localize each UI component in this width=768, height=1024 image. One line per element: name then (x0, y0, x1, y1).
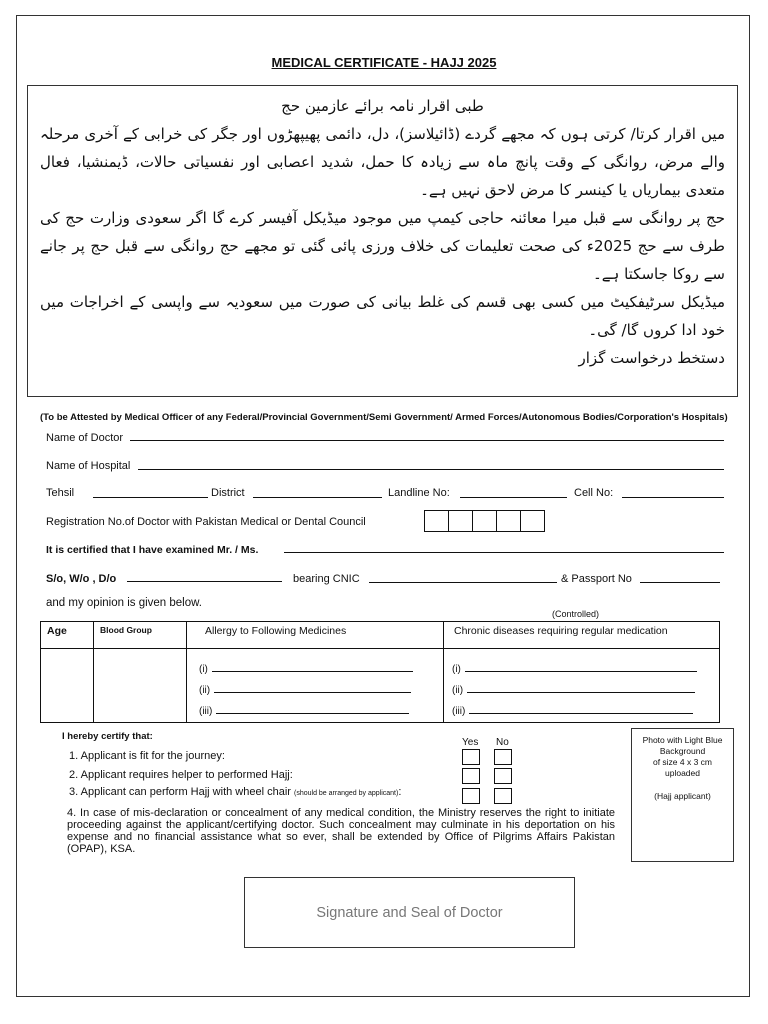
urdu-para-3: میڈیکل سرٹیفکیٹ میں کسی بھی قسم کی غلط بیانی کی صورت میں سعودیہ سے واپسی کے اخراجات میں خود ادا کروں گا/ گی۔ (40, 293, 725, 339)
urdu-para-1: میں اقرار کرتا/ کرتی ہوں کہ مجھے گردے (ڈائیلاسز)، دل، دائمی پھیپھڑوں اور جگر کی خرابی کے آخری مرحلہ والے مرض، روانگی کے وقت پانچ ماہ سے زیادہ کا حمل، شدید اعصابی اور نفسیاتی حالات، ڈیمنشیا، فعال متعدی بیماریاں یا کینسر کا مرض لاحق نہیں ہے۔ (40, 125, 725, 199)
cnic-field[interactable] (369, 582, 557, 583)
passport-label: & Passport No (561, 573, 632, 585)
passport-field[interactable] (640, 582, 720, 583)
allergy-cell[interactable] (187, 649, 444, 723)
certified-label: It is certified that I have examined Mr. / Ms. (46, 544, 259, 556)
page-title: MEDICAL CERTIFICATE - HAJJ 2025 (271, 55, 497, 70)
controlled-note: (Controlled) (552, 609, 600, 619)
item2-yes-checkbox[interactable] (462, 768, 480, 784)
registration-label: Registration No.of Doctor with Pakistan Medical or Dental Council (46, 516, 366, 528)
name-of-doctor-label: Name of Doctor (46, 432, 124, 444)
age-header: Age (41, 622, 94, 649)
cell-field[interactable] (622, 497, 724, 498)
urdu-para-2: حج پر روانگی سے قبل میرا معائنہ حاجی کیمپ میں موجود میڈیکل آفیسر کرے گا اگر سعودی وزارت حج کی طرف سے حج 2025ء کی صحت تعلیمات کی خلاف ورزی پائی گئی تو مجھے حج روانگی سے قبل حج پر جانے سے روکا جاسکتا ہے۔ (40, 209, 725, 283)
allergy-item: (i) (199, 659, 443, 680)
landline-label: Landline No: (388, 487, 450, 499)
item1-no-checkbox[interactable] (494, 749, 512, 765)
district-label: District (211, 487, 245, 499)
landline-field[interactable] (460, 497, 567, 498)
allergy-header: Allergy to Following Medicines (187, 622, 444, 649)
so-wo-do-field[interactable] (127, 581, 282, 582)
chronic-item: (iii) (452, 701, 719, 722)
urdu-signature: دستخط درخواست گزار (578, 349, 725, 367)
signature-seal-label: Signature and Seal of Doctor (316, 904, 503, 921)
urdu-heading: طبی اقرار نامہ برائے عازمین حج (281, 97, 484, 115)
item3-yes-checkbox[interactable] (462, 788, 480, 804)
blood-group-cell[interactable] (94, 649, 187, 723)
chronic-header: Chronic diseases requiring regular medication (444, 622, 720, 649)
certify-item-2: 2. Applicant requires helper to performed Hajj: (69, 769, 293, 781)
chronic-item: (i) (452, 659, 719, 680)
photo-line-1: Photo with Light Blue (642, 735, 723, 745)
opinion-text: and my opinion is given below. (46, 597, 202, 609)
certify-item-1: 1. Applicant is fit for the journey: (69, 750, 225, 762)
certify-heading: I hereby certify that: (62, 731, 153, 742)
chronic-cell[interactable] (444, 649, 720, 723)
attest-note: (To be Attested by Medical Officer of any Federal/Provincial Government/Semi Government/ Armed Forces/Autonomous Bodies/Corporation's Hospitals) (40, 412, 728, 423)
bearing-cnic-label: bearing CNIC (293, 573, 360, 585)
allergy-item: (ii) (199, 680, 443, 701)
examined-name-field[interactable] (284, 552, 724, 553)
registration-boxes[interactable] (424, 510, 545, 532)
tehsil-label: Tehsil (46, 487, 75, 499)
certify-item-4: 4. In case of mis-declaration or concealment of any medical condition, the Ministry reserves the right to initiate proceeding against the applicant/certifying doctor. Such concealment may culminate in his deportation on his expense and no financial assistance what so ever, shall be extended by Office of Pilgrims Affairs Pakistan (OPAP), KSA. (67, 807, 615, 855)
item2-no-checkbox[interactable] (494, 768, 512, 784)
medical-table (40, 621, 720, 723)
no-label: No (496, 737, 509, 748)
item1-yes-checkbox[interactable] (462, 749, 480, 765)
name-of-hospital-label: Name of Hospital (46, 460, 131, 472)
allergy-item: (iii) (199, 701, 443, 722)
district-field[interactable] (253, 497, 382, 498)
cell-label: Cell No: (574, 487, 614, 499)
photo-box[interactable] (631, 728, 734, 862)
age-cell[interactable] (41, 649, 94, 723)
tehsil-field[interactable] (93, 497, 208, 498)
name-of-hospital-field[interactable] (138, 469, 724, 470)
so-wo-do-label: S/o, W/o , D/o (46, 573, 117, 585)
signature-seal-box[interactable] (244, 877, 575, 948)
name-of-doctor-field[interactable] (130, 440, 724, 441)
blood-group-header: Blood Group (94, 622, 187, 649)
item3-no-checkbox[interactable] (494, 788, 512, 804)
item3-note: (should be arranged by applicant) (294, 790, 399, 797)
certify-item-3: 3. Applicant can perform Hajj with wheel chair (should be arranged by applicant): (69, 786, 402, 798)
urdu-declaration (27, 85, 738, 397)
yes-label: Yes (462, 737, 479, 748)
photo-line-2: Background (659, 746, 706, 756)
photo-line-4: uploaded (665, 768, 700, 778)
chronic-item: (ii) (452, 680, 719, 701)
photo-line-3: of size 4 x 3 cm (652, 757, 713, 767)
photo-line-5: (Hajj applicant) (654, 791, 711, 801)
